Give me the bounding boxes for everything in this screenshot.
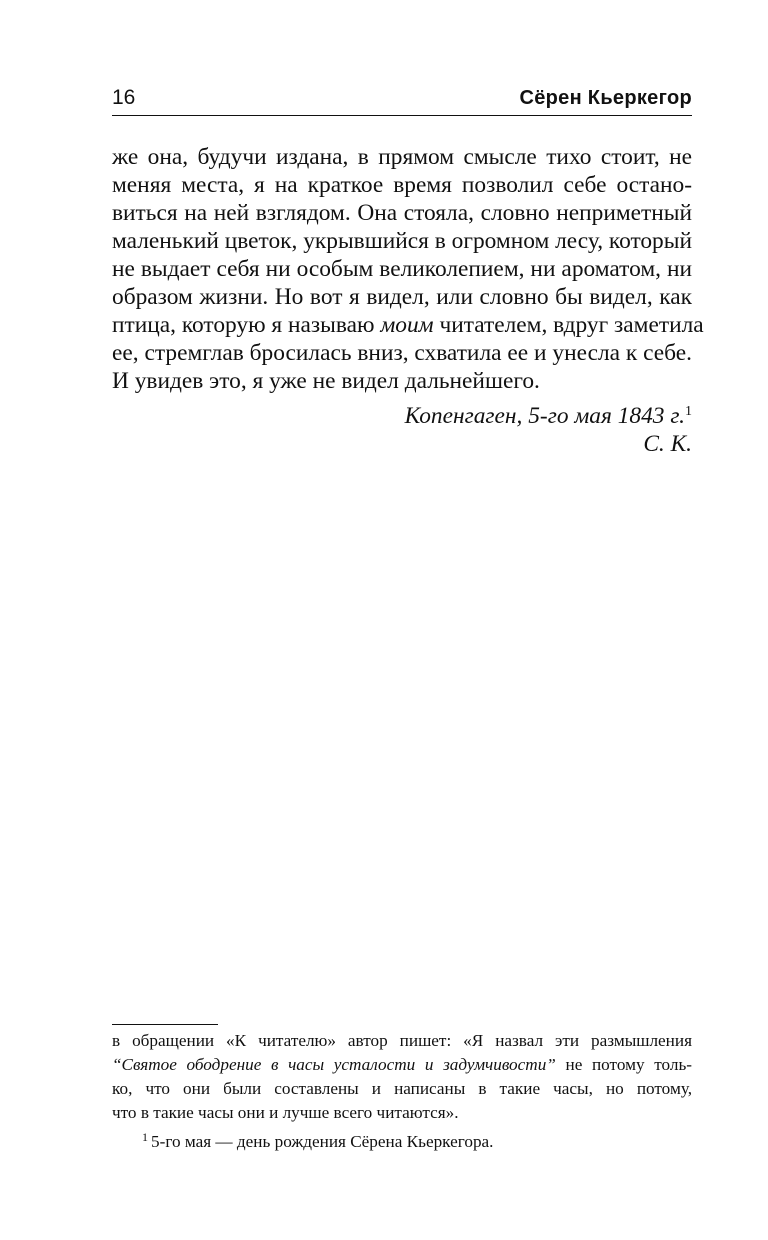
footnote-rule: [112, 1024, 218, 1025]
footnote-line: ко, что они были составлены и написаны в такие часы, но потому,: [112, 1079, 692, 1098]
body-line: не выдает себя ни особым великолепием, ни ароматом, ни: [112, 256, 692, 282]
footnote-1-text: 5-го мая — день рождения Сёрена Кьеркегора.: [151, 1132, 494, 1151]
body-line: виться на ней взглядом. Она стояла, словно неприметный: [112, 200, 692, 226]
signature-block: [405, 398, 692, 458]
footnotes: [112, 1029, 692, 1154]
footnote-reference[interactable]: 1: [685, 404, 692, 419]
footnote-text-run: не потому толь-: [555, 1055, 692, 1074]
header-rule: [112, 115, 692, 116]
body-line: же она, будучи издана, в прямом смысле тихо стоит, не: [112, 144, 692, 170]
running-head: [112, 84, 692, 114]
body-text: [112, 143, 704, 395]
body-line: образом жизни. Но вот я видел, или словно бы видел, как: [112, 284, 692, 310]
body-line: меняя места, я на краткое время позволил себе остано-: [112, 172, 692, 198]
footnote-line: в обращении «К читателю» автор пишет: «Я назвал эти размышления: [112, 1031, 692, 1050]
emphasis-moim: моим: [380, 312, 434, 338]
footnote-line: что в такие часы они и лучше всего читаются».: [112, 1103, 459, 1122]
body-line-last: И увидев это, я уже не видел дальнейшего.: [112, 368, 540, 394]
place-date: [405, 398, 692, 430]
page-number: 16: [112, 86, 136, 109]
body-line: [112, 311, 704, 339]
body-text-run: птица, которую я называю: [112, 312, 381, 338]
body-line: ее, стремглав бросилась вниз, схватила ее и унесла к себе.: [112, 340, 692, 366]
author-initials: С. К.: [643, 431, 692, 457]
footnote-1-marker: 1: [142, 1130, 148, 1144]
body-line: маленький цветок, укрывшийся в огромном лесу, который: [112, 228, 692, 254]
footnote-line: [112, 1053, 692, 1077]
footnote-1: [112, 1125, 692, 1154]
body-text-run: читателем, вдруг заметила: [433, 312, 704, 338]
footnote-quoted-title: “Святое ободрение в часы усталости и задумчивости”: [112, 1055, 556, 1074]
running-head-author: Сёрен Кьеркегор: [519, 87, 692, 109]
place-date-text: Копенгаген, 5-го мая 1843 г.: [404, 403, 685, 429]
